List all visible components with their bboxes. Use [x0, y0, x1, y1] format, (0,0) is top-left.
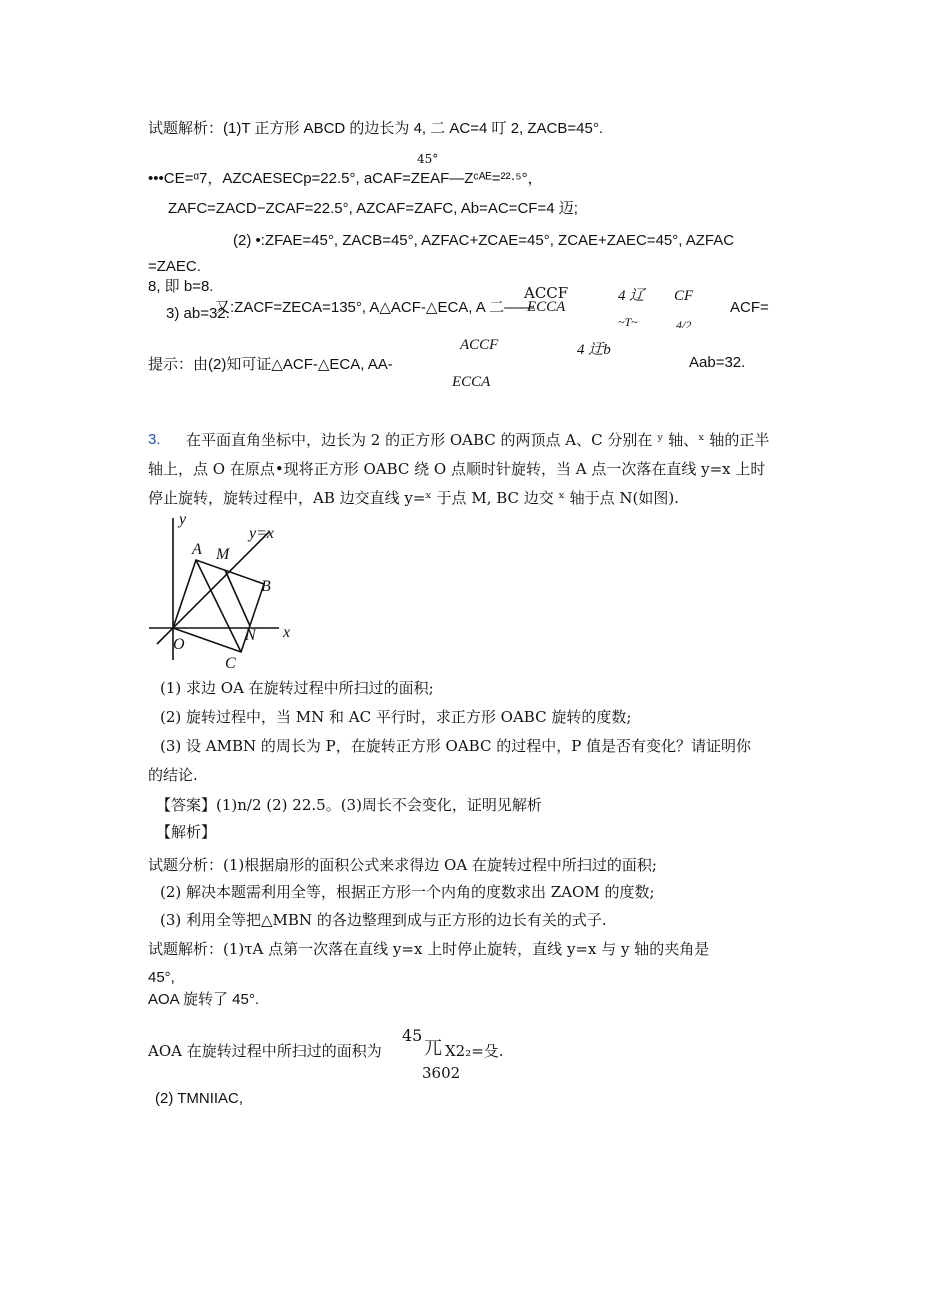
answer-line: 【答案】(1)n/2 (2) 22.5。(3)周长不会变化，证明见解析: [156, 796, 542, 814]
label-x: x: [283, 624, 291, 641]
analysis-7-text: AOA 在旋转过程中所扫过的面积为: [148, 1042, 382, 1060]
hint-fraction-accf: ACCF: [460, 337, 499, 353]
acf-equals: ACF=: [730, 299, 769, 316]
fraction-accf: ACCF: [524, 284, 569, 302]
label-y-equals-x: y=x: [249, 525, 274, 542]
label-a: A: [192, 541, 202, 558]
fraction-cf-bottom: 4/2: [676, 318, 692, 328]
label-b: B: [261, 578, 271, 595]
label-y: y: [179, 512, 187, 528]
subquestion-3b: 的结论.: [148, 766, 198, 784]
question-text-2: 轴上，点 O 在原点•现将正方形 OABC 绕 O 点顺时针旋转，当 A 点一次落在直线 y=x 上时: [148, 460, 766, 478]
rotated-square-figure: [147, 512, 307, 672]
hint-ab-result: Aab=32.: [689, 354, 746, 369]
subquestion-3a: (3) 设 AMBN 的周长为 P，在旋转正方形 OABC 的过程中，P 值是否有变化？请证明你: [160, 737, 752, 755]
analysis-2: (2) 解决本题需利用全等，根据正方形一个内角的度数求出 ZAOM 的度数;: [160, 883, 655, 901]
analysis-5: 45°,: [148, 969, 175, 986]
question-text-1: 在平面直角坐标中，边长为 2 的正方形 OABC 的两顶点 A、C 分别在 ʸ 轴、ˣ 轴的正半: [186, 431, 770, 449]
fraction-cf-top: CF: [674, 288, 694, 304]
solution-line-2: •••CE=ᵅ7，AZCAESECp=22.5°, aCAF=ZEAF—Zᶜᴬᴱ=²²·⁵°，: [148, 170, 543, 187]
hint-4sqrt2b: 4 迂b: [577, 342, 611, 358]
solution-line-7-ab: 3) ab=32.: [166, 305, 230, 322]
analysis-8: (2) TMNIIAC,: [155, 1090, 244, 1107]
area-numerator: 45: [402, 1026, 423, 1045]
analysis-3: (3) 利用全等把△MBN 的各边整理到成与正方形的边长有关的式子.: [160, 911, 607, 929]
label-m: M: [216, 546, 230, 563]
solution-line-5: =ZAEC.: [148, 258, 201, 275]
area-denominator: 3602: [422, 1064, 461, 1082]
fraction-4sqrt2-bottom: ~T~: [618, 315, 638, 329]
area-pi: 兀: [424, 1038, 442, 1059]
question-number: 3.: [148, 431, 161, 448]
analysis-4: 试题解析：(1)τA 点第一次落在直线 y=x 上时停止旋转，直线 y=x 与 y 轴的夹角是: [148, 940, 710, 958]
analysis-heading: 【解析】: [156, 823, 217, 841]
solution-line-3: ZAFC=ZACD−ZCAF=22.5°, AZCAF=ZAFC, Ab=AC=CF=4 迈;: [168, 200, 578, 217]
subquestion-1: (1) 求边 OA 在旋转过程中所扫过的面积;: [160, 679, 434, 697]
solution-line-4: (2) •:ZFAE=45°, ZACB=45°, AZFAC+ZCAE=45°, ZCAE+ZAEC=45°, AZFAC: [233, 232, 735, 249]
label-n: N: [245, 627, 256, 644]
hint-fraction-ecca: ECCA: [452, 374, 491, 390]
solution-line-7-similar: 又:ZACF=ZECA=135°, A△ACF-△ECA, A 二——: [215, 299, 535, 316]
analysis-6: AOA 旋转了 45°.: [148, 991, 260, 1008]
hint-line: 提示：由(2)知可证△ACF-△ECA, AA-: [148, 356, 393, 373]
degree-45-label: 45°: [417, 152, 439, 166]
question-text-3: 停止旋转，旋转过程中，AB 边交直线 y=ˣ 于点 M, BC 边交 ˣ 轴于点 N(如图).: [148, 489, 680, 507]
subquestion-2: (2) 旋转过程中，当 MN 和 AC 平行时，求正方形 OABC 旋转的度数;: [160, 708, 632, 726]
label-c: C: [225, 655, 236, 672]
solution-line-6: 8, 即 b=8.: [148, 278, 214, 295]
label-o: O: [173, 636, 185, 653]
area-rest: X2₂=殳.: [445, 1042, 504, 1060]
fraction-4sqrt2-top: 4 辽: [618, 288, 645, 304]
analysis-1: 试题分析：(1)根据扇形的面积公式来求得边 OA 在旋转过程中所扫过的面积;: [148, 856, 657, 874]
solution-line-1: 试题解析：(1)T 正方形 ABCD 的边长为 4, 二 AC=4 叮 2, ZACB=45°.: [148, 120, 603, 137]
fraction-ecca: ECCA: [527, 299, 566, 315]
